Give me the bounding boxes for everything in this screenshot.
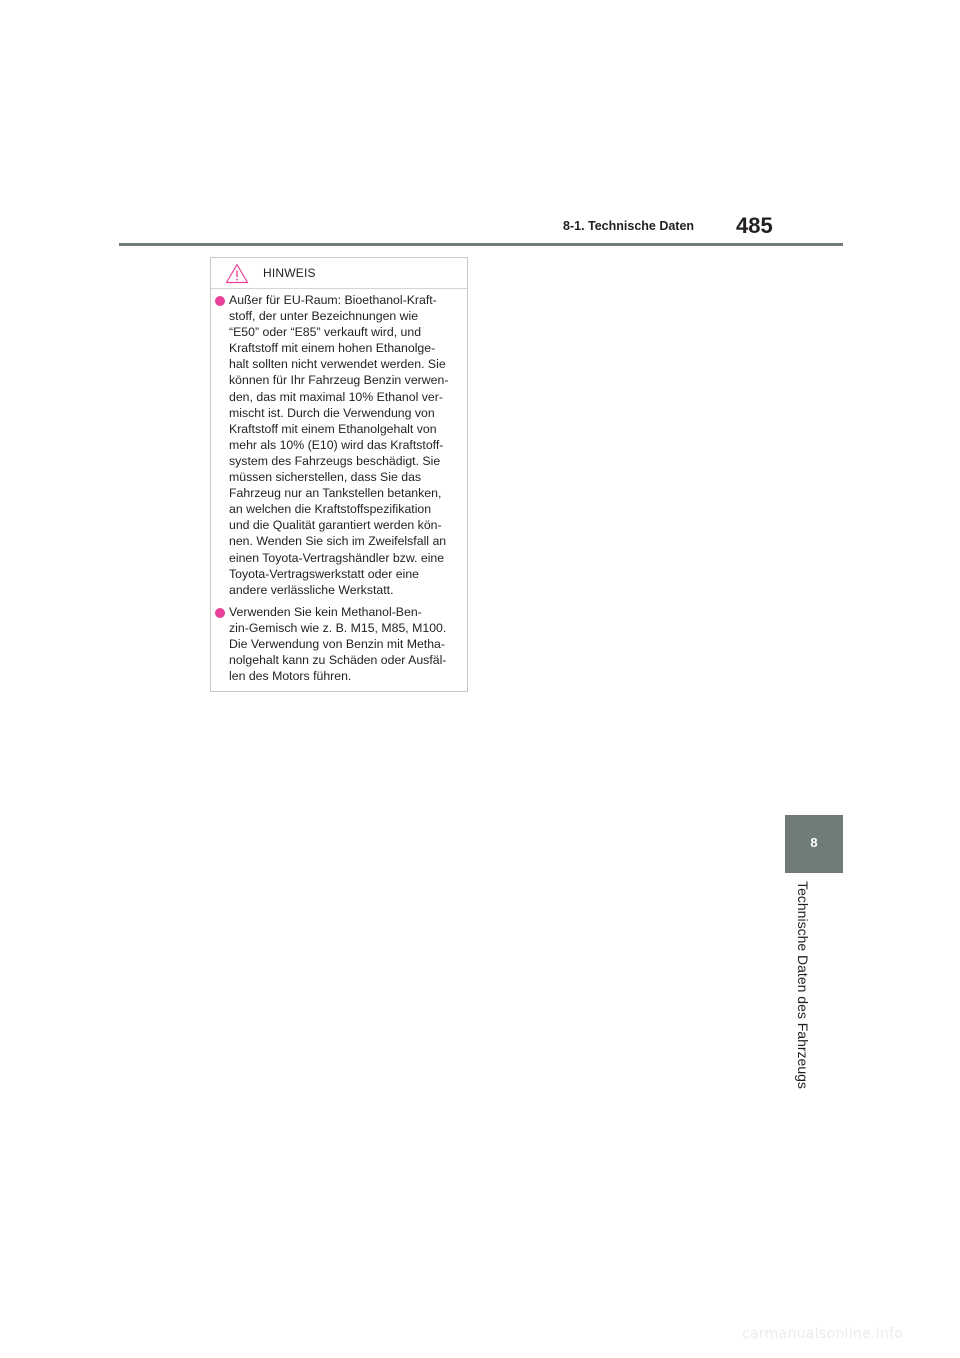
chapter-title-vertical: Technische Daten des Fahrzeugs: [795, 881, 811, 1089]
notice-header: [211, 258, 467, 289]
chapter-tab: [785, 815, 843, 873]
bullet-icon: [215, 608, 225, 618]
notice-title: HINWEIS: [263, 266, 316, 280]
page-number: 485: [736, 213, 773, 238]
watermark: carmanualsonline.info: [742, 1326, 904, 1342]
chapter-number: 8: [810, 835, 818, 850]
notice-item-text: Verwenden Sie kein Methanol-Ben- zin-Gemisch wie z. B. M15, M85, M100. Die Verwendung von Benzin mit Metha- nolgehalt kann zu Schäden oder Ausfäl- len des Motors führen.: [229, 605, 447, 684]
notice-box: [210, 257, 468, 692]
bullet-icon: [215, 296, 225, 306]
header-divider: [119, 243, 843, 246]
section-title: 8-1. Technische Daten: [563, 219, 695, 233]
notice-item-text: Außer für EU-Raum: Bioethanol-Kraft- stoff, der unter Bezeichnungen wie “E50” oder “E85” verkauft wird, und Kraftstoff mit einem hohen Ethanolge- halt sollten nicht verwendet werden. Sie können für Ihr Fahrzeug Benzin verwen- den, das mit maximal 10% Ethanol ver- mischt ist. Durch die Verwendung von Kraftstoff mit einem Ethanolgehalt von mehr als 10% (E10) wird das Kraftstoff- system des Fahrzeugs beschädigt. Sie müssen sicherstellen, dass Sie das Fahrzeug nur an Tankstellen betanken, an welchen die Kraftstoffspezifikation und die Qualität garantiert werden kön- nen. Wenden Sie sich im Zweifelsfall an einen Toyota-Vertragshändler bzw. eine Toyota-Vertragswerkstatt oder eine andere verlässliche Werkstatt.: [229, 293, 449, 597]
warning-triangle-icon: [225, 263, 249, 284]
